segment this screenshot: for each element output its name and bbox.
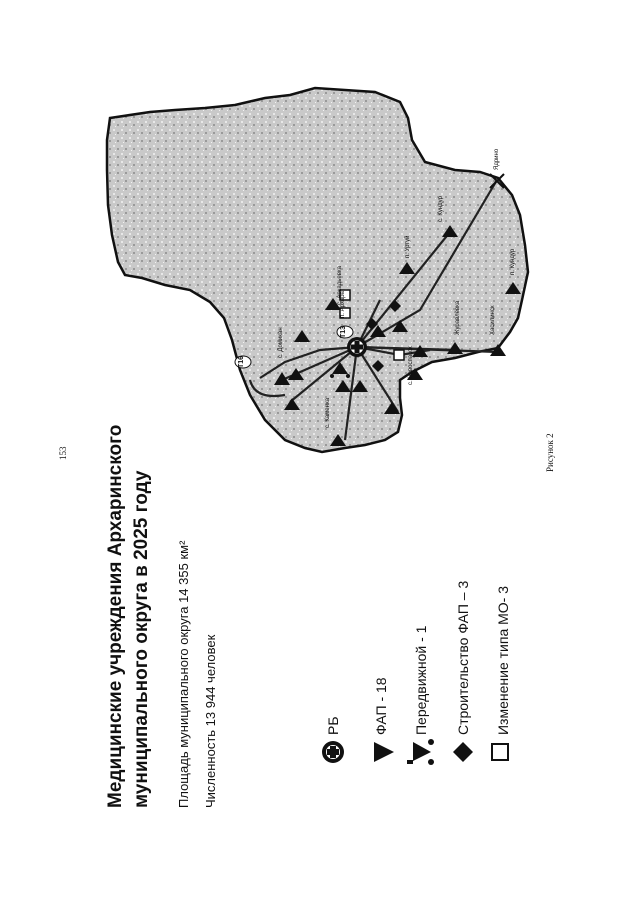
- road-label-t16: Т16: [238, 355, 245, 368]
- legend-label-rb: РБ: [325, 716, 341, 735]
- settlement-label: п. Архара: [340, 291, 346, 318]
- population-text: Численность 13 944 человек: [203, 634, 218, 808]
- map-title-line1: Медицинские учреждения Архаринского: [105, 424, 126, 808]
- legend-label-mobile: Передвижной - 1: [413, 625, 429, 735]
- settlement-label: п. Кундур: [510, 248, 516, 275]
- area-text: Площадь муниципального округа 14 355 км²: [176, 540, 191, 808]
- district-territory: [107, 88, 528, 452]
- legend-label-fap: ФАП - 18: [373, 677, 389, 735]
- legend-label-construction: Строительство ФАП – 3: [455, 580, 471, 735]
- settlement-label: с. Каменка: [325, 397, 331, 428]
- map-title-line2: муниципального округа в 2025 году: [131, 470, 152, 808]
- settlement-label: Ядрино: [494, 148, 500, 170]
- settlement-label: Журавлёвка: [455, 300, 461, 335]
- settlement-label: с. Кундур: [438, 196, 444, 222]
- settlement-label: Хасилинск: [490, 305, 496, 335]
- settlement-label: с. Новоспасск: [408, 346, 414, 385]
- district-hospital-marker: [347, 337, 367, 357]
- figure-caption: Рисунок 2: [545, 433, 555, 472]
- road-label-t13: Т13: [340, 325, 347, 338]
- legend-label-type-change: Изменение типа МО- 3: [495, 585, 511, 735]
- settlement-label: с. Домикан: [278, 327, 284, 358]
- page-number: 153: [58, 446, 68, 460]
- settlement-label: п. Уртуй: [405, 235, 411, 258]
- settlement-label: с. Аркадьевка: [337, 265, 343, 305]
